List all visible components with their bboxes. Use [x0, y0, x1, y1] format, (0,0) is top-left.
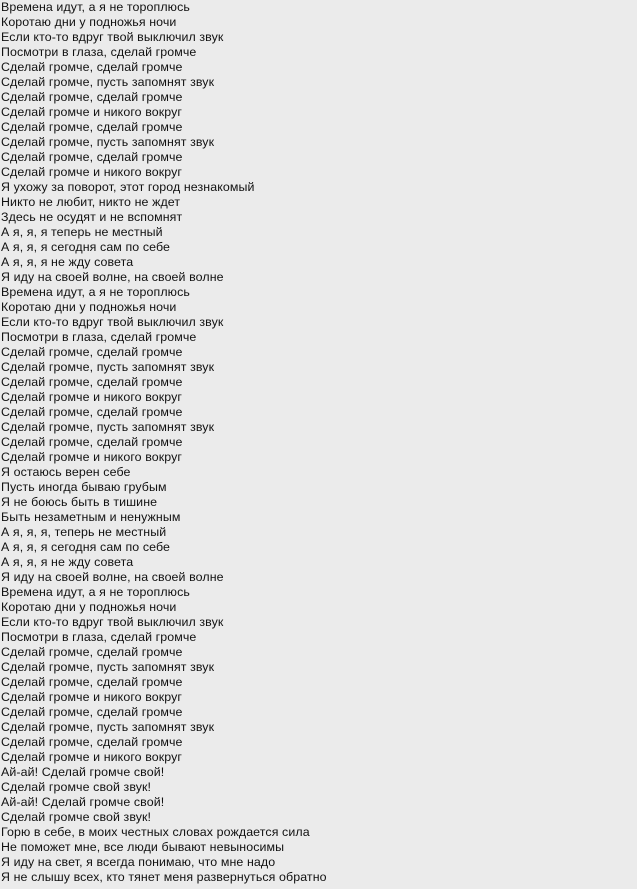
lyric-line: Сделай громче, сделай громче: [1, 405, 183, 419]
lyric-line: Сделай громче, пусть запомнят звук: [1, 660, 215, 674]
lyric-line: Сделай громче, сделай громче: [1, 705, 183, 719]
lyric-line: Сделай громче, сделай громче: [1, 90, 183, 104]
lyric-line: Времена идут, а я не тороплюсь: [1, 585, 190, 599]
lyric-line: Сделай громче, сделай громче: [1, 60, 183, 74]
lyric-line: Времена идут, а я не тороплюсь: [1, 0, 190, 14]
lyric-line: Горю в себе, в моих честных словах рождается сила: [1, 825, 310, 839]
lyric-line: Коротаю дни у подножья ночи: [1, 300, 177, 314]
lyric-line: А я, я, я сегодня сам по себе: [1, 240, 171, 254]
lyric-line: Коротаю дни у подножья ночи: [1, 600, 177, 614]
lyric-line: А я, я, я, теперь не местный: [1, 525, 167, 539]
lyric-line: Сделай громче, пусть запомнят звук: [1, 135, 215, 149]
lyric-line: Я ухожу за поворот, этот город незнакомый: [1, 180, 255, 194]
lyric-line: Если кто-то вдруг твой выключил звук: [1, 315, 224, 329]
lyric-line: Ай-ай! Сделай громче свой!: [1, 795, 165, 809]
lyric-line: Сделай громче, сделай громче: [1, 735, 183, 749]
lyric-line: Сделай громче и никого вокруг: [1, 690, 183, 704]
lyric-line: Сделай громче, пусть запомнят звук: [1, 75, 215, 89]
lyric-line: Сделай громче, сделай громче: [1, 150, 183, 164]
lyric-line: Сделай громче свой звук!: [1, 810, 152, 824]
lyric-line: Сделай громче и никого вокруг: [1, 390, 183, 404]
lyric-line: Ай-ай! Сделай громче свой!: [1, 765, 165, 779]
lyric-line: Я не слышу всех, кто тянет меня развернуться обратно: [1, 870, 327, 884]
lyric-line: А я, я, я сегодня сам по себе: [1, 540, 171, 554]
lyric-line: А я, я, я не жду совета: [1, 255, 134, 269]
lyric-line: Сделай громче, сделай громче: [1, 345, 183, 359]
lyric-line: Я иду на своей волне, на своей волне: [1, 570, 224, 584]
lyric-line: Сделай громче и никого вокруг: [1, 165, 183, 179]
lyric-line: Сделай громче, пусть запомнят звук: [1, 420, 215, 434]
lyric-line: Я иду на своей волне, на своей волне: [1, 270, 224, 284]
lyric-line: Сделай громче и никого вокруг: [1, 105, 183, 119]
lyric-line: Сделай громче, пусть запомнят звук: [1, 360, 215, 374]
lyric-line: А я, я, я теперь не местный: [1, 225, 163, 239]
lyric-line: Времена идут, а я не тороплюсь: [1, 285, 190, 299]
lyric-line: Коротаю дни у подножья ночи: [1, 15, 177, 29]
lyric-line: Сделай громче, сделай громче: [1, 675, 183, 689]
lyric-line: Если кто-то вдруг твой выключил звук: [1, 615, 224, 629]
lyric-line: Я остаюсь верен себе: [1, 465, 131, 479]
lyric-line: Сделай громче, сделай громче: [1, 120, 183, 134]
lyric-line: Сделай громче и никого вокруг: [1, 750, 183, 764]
lyric-line: Сделай громче, пусть запомнят звук: [1, 720, 215, 734]
lyric-line: Посмотри в глаза, сделай громче: [1, 45, 197, 59]
lyric-line: А я, я, я не жду совета: [1, 555, 134, 569]
lyric-line: Если кто-то вдруг твой выключил звук: [1, 30, 224, 44]
lyric-line: Сделай громче свой звук!: [1, 780, 152, 794]
lyric-line: Здесь не осудят и не вспомнят: [1, 210, 183, 224]
lyric-line: Никто не любит, никто не ждет: [1, 195, 181, 209]
lyric-line: Сделай громче и никого вокруг: [1, 450, 183, 464]
lyric-line: Сделай громче, сделай громче: [1, 435, 183, 449]
lyric-line: Я иду на свет, я всегда понимаю, что мне надо: [1, 855, 276, 869]
lyric-line: Сделай громче, сделай громче: [1, 645, 183, 659]
lyric-line: Посмотри в глаза, сделай громче: [1, 330, 197, 344]
lyric-line: Быть незаметным и ненужным: [1, 510, 181, 524]
lyric-line: Посмотри в глаза, сделай громче: [1, 630, 197, 644]
lyric-line: Пусть иногда бываю грубым: [1, 480, 167, 494]
lyric-line: Я не боюсь быть в тишине: [1, 495, 158, 509]
lyric-line: Сделай громче, сделай громче: [1, 375, 183, 389]
lyric-line: Не поможет мне, все люди бывают невыносимы: [1, 840, 285, 854]
